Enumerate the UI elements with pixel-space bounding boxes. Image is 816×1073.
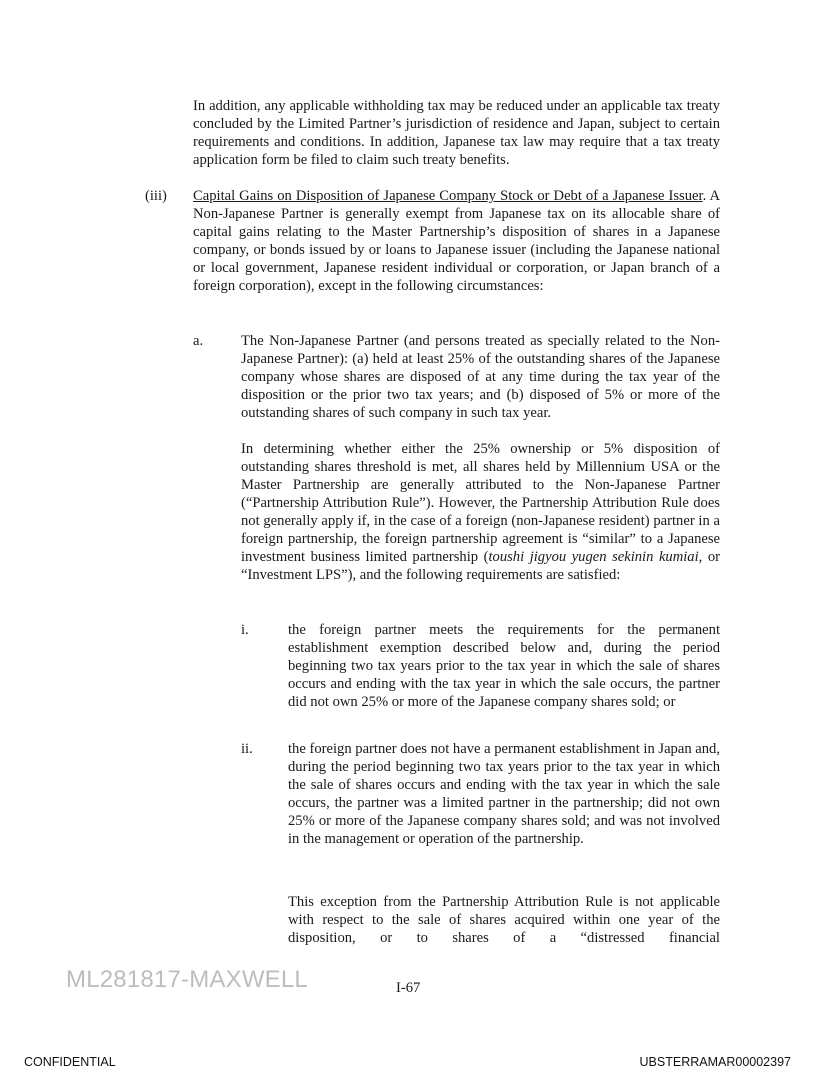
attribution-rule-text-1: In determining whether either the 25% ownership or 5% disposition of outstanding shares threshold is met, all shares held by Millennium USA or the Master Partnership are generally attributed to the Non-Japanese Partner (“Partnership Attribution Rule”). However, the Partnership Attribution Rule does not generally apply if, in the case of a foreign (non-Japanese resident) partner in a foreign partnership, the foreign partnership agreement is “similar” to a Japanese investment business limited partnership (: [241, 441, 720, 565]
section-iii-paragraph: [193, 187, 720, 295]
footer-confidential: CONFIDENTIAL: [24, 1055, 116, 1069]
item-ii-marker: ii.: [241, 741, 253, 757]
section-iii-heading: Capital Gains on Disposition of Japanese Company Stock or Debt of a Japanese Issuer: [193, 188, 703, 204]
page-number: I-67: [396, 980, 421, 996]
attribution-rule-italic: toushi jigyou yugen sekinin kumiai: [488, 549, 699, 565]
item-ii-paragraph: the foreign partner does not have a permanent establishment in Japan and, during the period beginning two tax years prior to the tax year in which the sale of shares occurs and ending with the tax year in which the sale occurs, the partner was a limited partner in the partnership; did not own 25% or more of the Japanese company shares sold; and was not involved in the management or operation of the partnership.: [288, 741, 720, 847]
section-iii-heading-end: .: [702, 188, 707, 204]
attribution-rule-text-2: , or “Investment LPS”), and the following requirements are satisfied:: [241, 549, 721, 583]
footer-bates-number: UBSTERRAMAR00002397: [639, 1055, 791, 1069]
section-iii-marker: (iii): [145, 188, 167, 204]
item-i-marker: i.: [241, 622, 249, 638]
attribution-rule-paragraph: [241, 440, 720, 584]
watermark-stamp: ML281817-MAXWELL: [66, 966, 308, 993]
intro-paragraph: In addition, any applicable withholding tax may be reduced under an applicable tax treaty concluded by the Limited Partner’s jurisdiction of residence and Japan, subject to certain requirements and conditions. In addition, Japanese tax law may require that a tax treaty application form be filed to claim such treaty benefits.: [193, 98, 720, 168]
item-a-paragraph: The Non-Japanese Partner (and persons treated as specially related to the Non-Japanese Partner): (a) held at least 25% of the outstanding shares of the Japanese company whose shares are disposed of at any time during the tax year of the disposition or the prior two tax years; and (b) disposed of 5% or more of the outstanding shares of such company in such tax year.: [241, 333, 720, 421]
section-iii-body: A Non-Japanese Partner is generally exempt from Japanese tax on its allocable share of capital gains relating to the Master Partnership’s disposition of shares in a Japanese company, or bonds issued by or loans to Japanese issuer (including the Japanese national or local government, Japanese resident individual or corporation, or Japan branch of a foreign corporation), except in the following circumstances:: [193, 188, 720, 294]
exception-paragraph: This exception from the Partnership Attribution Rule is not applicable with respect to the sale of shares acquired within one year of the disposition, or to shares of a “distressed financial: [288, 894, 720, 946]
item-i-paragraph: the foreign partner meets the requirements for the permanent establishment exemption described below and, during the period beginning two tax years prior to the tax year in which the sale of shares occurs and ending with the tax year in which the sale occurs, the partner did not own 25% or more of the Japanese company shares sold; or: [288, 622, 720, 710]
item-a-marker: a.: [193, 333, 204, 349]
